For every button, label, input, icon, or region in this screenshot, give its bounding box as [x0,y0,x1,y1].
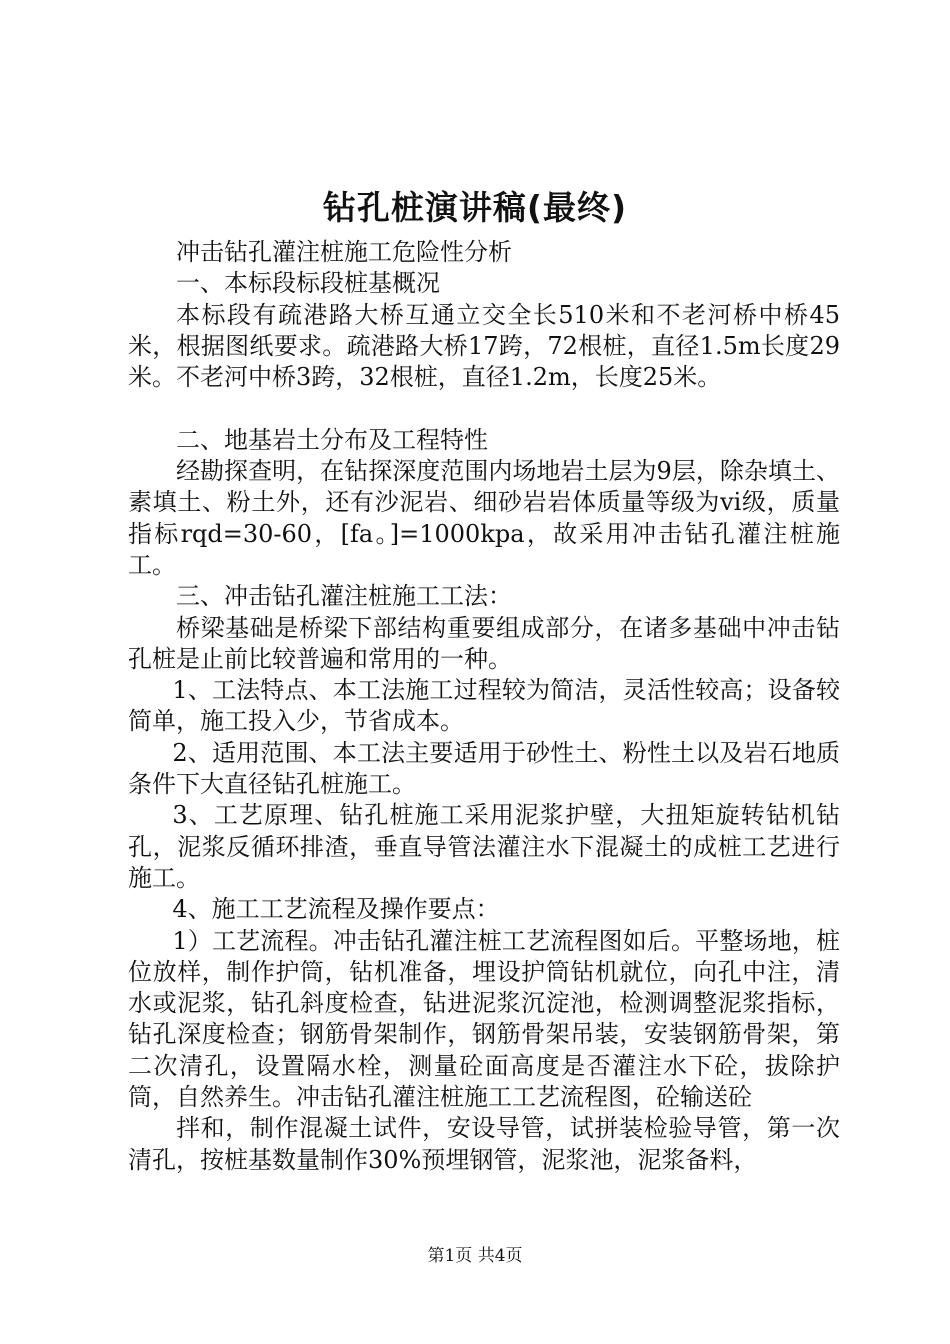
paragraph-process-flow: 1）工艺流程。冲击钻孔灌注桩工艺流程图如后。平整场地，桩位放样，制作护筒，钻机准备，埋设护筒钻机就位，向孔中注，清水或泥浆，钻孔斜度检查，钻进泥浆沉淀池，检测调整泥浆指标，钻孔深度检查；钢筋骨架制作，钢筋骨架吊装，安装钢筋骨架，第二次清孔，设置隔水栓，测量砼面高度是否灌注水下砼，拔除护筒，自然养生。冲击钻孔灌注桩施工工艺流程图，砼输送砼 [128,926,840,1112]
document-body [128,237,840,1176]
paragraph-geology: 经勘探查明，在钻探深度范围内场地岩土层为9层，除杂填土、素填土、粉土外，还有沙泥岩、细砂岩岩体质量等级为vi级，质量指标rqd=30-60，[fa。]=1000kpa，故采用冲击钻孔灌注桩施工。 [128,457,840,579]
paragraph-item-4: 4、施工工艺流程及操作要点： [172,895,500,924]
paragraph-item-2: 2、适用范围、本工法主要适用于砂性土、粉性土以及岩石地质条件下大直径钻孔桩施工。 [128,738,840,799]
document-title: 钻孔桩演讲稿(最终) [322,188,628,227]
section-heading-2: 二、地基岩土分布及工程特性 [176,425,488,454]
section-heading-3: 三、冲击钻孔灌注桩施工工法： [176,582,512,611]
paragraph-overview: 本标段有疏港路大桥互通立交全长510米和不老河桥中桥45米，根据图纸要求。疏港路大桥17跨，72根桩，直径1.5m长度29米。不老河中桥3跨，32根桩，直径1.2m，长度25米。 [128,300,840,392]
paragraph-foundation: 桥梁基础是桥梁下部结构重要组成部分，在诸多基础中冲击钻孔桩是止前比较普遍和常用的一种。 [128,613,840,673]
blank-line [128,393,840,424]
page-footer: 第1页 共4页 [427,1246,523,1266]
section-heading-1: 一、本标段标段桩基概况 [176,269,440,298]
paragraph-item-1: 1、工法特点、本工法施工过程较为简洁，灵活性较高；设备较简单，施工投入少，节省成本。 [128,676,840,736]
paragraph-item-3: 3、工艺原理、钻孔桩施工采用泥浆护壁，大扭矩旋转钻机钻孔，泥浆反循环排渣，垂直导管法灌注水下混凝土的成桩工艺进行施工。 [128,801,840,892]
paragraph-continuation: 拌和，制作混凝土试件，安设导管，试拼装检验导管，第一次清孔，按桩基数量制作30%预埋钢管，泥浆池，泥浆备料， [128,1114,840,1174]
paragraph-subtitle: 冲击钻孔灌注桩施工危险性分析 [176,238,512,266]
